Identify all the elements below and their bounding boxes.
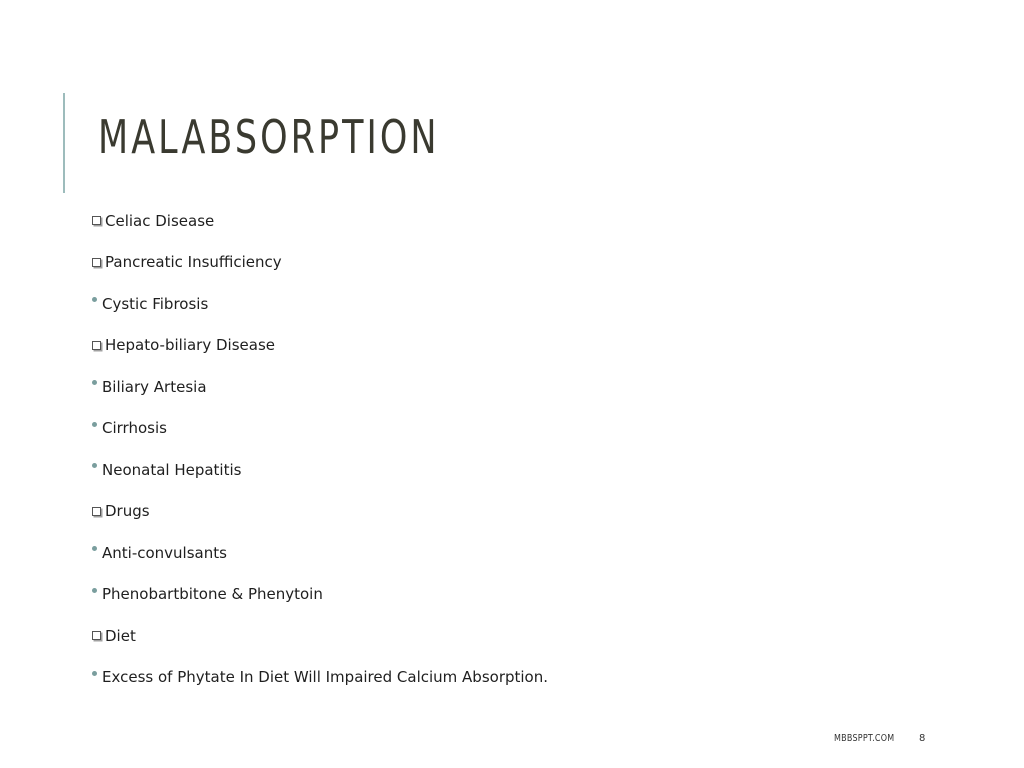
bullet-text: Drugs xyxy=(105,502,150,521)
checkbox-bullet-icon xyxy=(92,631,101,640)
bullet-item xyxy=(92,325,548,367)
bullet-item xyxy=(92,574,548,616)
checkbox-bullet-icon xyxy=(92,258,101,267)
dot-bullet-icon xyxy=(92,422,97,427)
bullet-item xyxy=(92,657,548,699)
bullet-text: Pancreatic Insufficiency xyxy=(105,253,282,272)
dot-bullet-icon xyxy=(92,588,97,593)
bullet-text: Cystic Fibrosis xyxy=(102,294,209,313)
bullet-item xyxy=(92,242,548,284)
bullet-text: Neonatal Hepatitis xyxy=(102,460,242,479)
slide-title: MALABSORPTION xyxy=(98,110,440,164)
bullet-list xyxy=(92,200,548,698)
bullet-item xyxy=(92,200,548,242)
bullet-text: Hepato-biliary Disease xyxy=(105,336,275,355)
checkbox-bullet-icon xyxy=(92,341,101,350)
checkbox-bullet-icon xyxy=(92,216,101,225)
checkbox-bullet-icon xyxy=(92,507,101,516)
bullet-text: Anti-convulsants xyxy=(102,543,227,562)
bullet-item xyxy=(92,283,548,325)
bullet-item xyxy=(92,366,548,408)
footer-page-number: 8 xyxy=(919,733,926,744)
bullet-item xyxy=(92,491,548,533)
bullet-text: Excess of Phytate In Diet Will Impaired Calcium Absorption. xyxy=(102,668,549,687)
dot-bullet-icon xyxy=(92,671,97,676)
bullet-text: Cirrhosis xyxy=(102,419,167,438)
bullet-item xyxy=(92,449,548,491)
bullet-text: Biliary Artesia xyxy=(102,377,207,396)
footer-site-name: MBBSPPT.COM xyxy=(834,733,895,744)
dot-bullet-icon xyxy=(92,297,97,302)
bullet-text: Phenobartbitone & Phenytoin xyxy=(102,585,323,604)
dot-bullet-icon xyxy=(92,546,97,551)
bullet-item xyxy=(92,532,548,574)
bullet-item xyxy=(92,408,548,450)
title-accent-bar xyxy=(63,93,65,193)
bullet-item xyxy=(92,615,548,657)
bullet-text: Celiac Disease xyxy=(105,211,215,230)
dot-bullet-icon xyxy=(92,380,97,385)
bullet-text: Diet xyxy=(105,626,136,645)
dot-bullet-icon xyxy=(92,463,97,468)
